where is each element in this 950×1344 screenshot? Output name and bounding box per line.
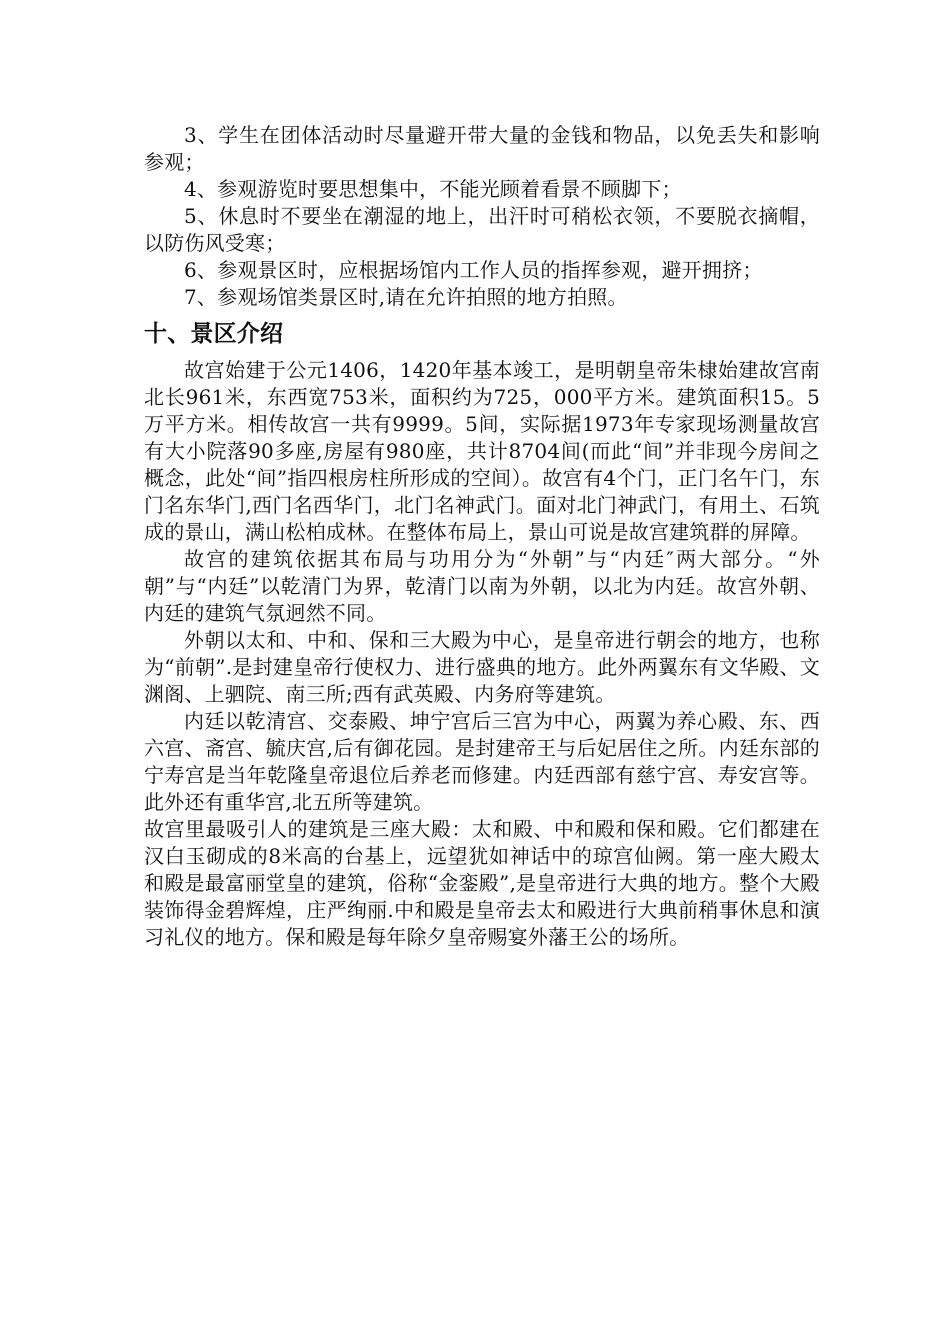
note-item-5: 5、休息时不要坐在潮湿的地上，出汗时可稍松衣领，不要脱衣摘帽，以防伤风受寒； — [144, 204, 820, 255]
intro-paragraph-inner-court: 内廷以乾清宫、交泰殿、坤宁宫后三宫为中心，两翼为养心殿、东、西六宫、斋宫、毓庆宫,后有御花园。是封建帝王与后妃居住之所。内廷东部的宁寿宫是当年乾隆皇帝退位后养老而修建。内廷西部有慈宁宫、寿安宫等。此外还有重华宫,北五所等建筑。 — [144, 709, 820, 814]
intro-paragraph-outer-court: 外朝以太和、中和、保和三大殿为中心，是皇帝进行朝会的地方，也称为“前朝”.是封建皇帝行使权力、进行盛典的地方。此外两翼东有文华殿、文渊阁、上驷院、南三所;西有武英殿、内务府等建筑。 — [144, 628, 820, 706]
section-heading: 十、景区介绍 — [144, 321, 284, 347]
intro-paragraph-three-halls: 故宫里最吸引人的建筑是三座大殿：太和殿、中和殿和保和殿。它们都建在汉白玉砌成的8米高的台基上，远望犹如神话中的琼宫仙阙。第一座大殿太和殿是最富丽堂皇的建筑，俗称“金銮殿”,是皇帝进行大典的地方。整个大殿装饰得金碧辉煌，庄严绚丽.中和殿是皇帝去太和殿进行大典前稍事休息和演习礼仪的地方。保和殿是每年除夕皇帝赐宴外藩王公的场所。 — [144, 817, 820, 949]
note-item-4: 4、参观游览时要思想集中，不能光顾着看景不顾脚下； — [184, 177, 682, 201]
intro-paragraph-layout: 故宫的建筑依据其布局与功用分为“外朝”与“内廷″两大部分。“外朝”与“内廷”以乾清门为界，乾清门以南为外朝，以北为内廷。故宫外朝、内廷的建筑气氛迥然不同。 — [144, 547, 820, 625]
note-item-6: 6、参观景区时，应根据场馆内工作人员的指挥参观，避开拥挤； — [184, 258, 763, 282]
intro-paragraph-overview: 故宫始建于公元1406，1420年基本竣工，是明朝皇帝朱棣始建故宫南北长961米，东西宽753米，面积约为725，000平方米。建筑面积15。5万平方米。相传故宫一共有9999。5间，实际据1973年专家现场测量故宫有大小院落90多座,房屋有980座，共计8704间(而此“间”并非现今房间之概念，此处“间”指四根房柱所形成的空间）。故宫有4个门，正门名午门，东门名东华门,西门名西华门，北门名神武门。面对北门神武门，有用土、石筑成的景山，满山松柏成林。在整体布局上，景山可说是故宫建筑群的屏障。 — [144, 358, 820, 544]
document-page — [144, 122, 820, 951]
note-item-3: 3、学生在团体活动时尽量避开带大量的金钱和物品，以免丢失和影响参观； — [144, 123, 820, 174]
note-item-7: 7、参观场馆类景区时,请在允许拍照的地方拍照。 — [184, 285, 628, 309]
